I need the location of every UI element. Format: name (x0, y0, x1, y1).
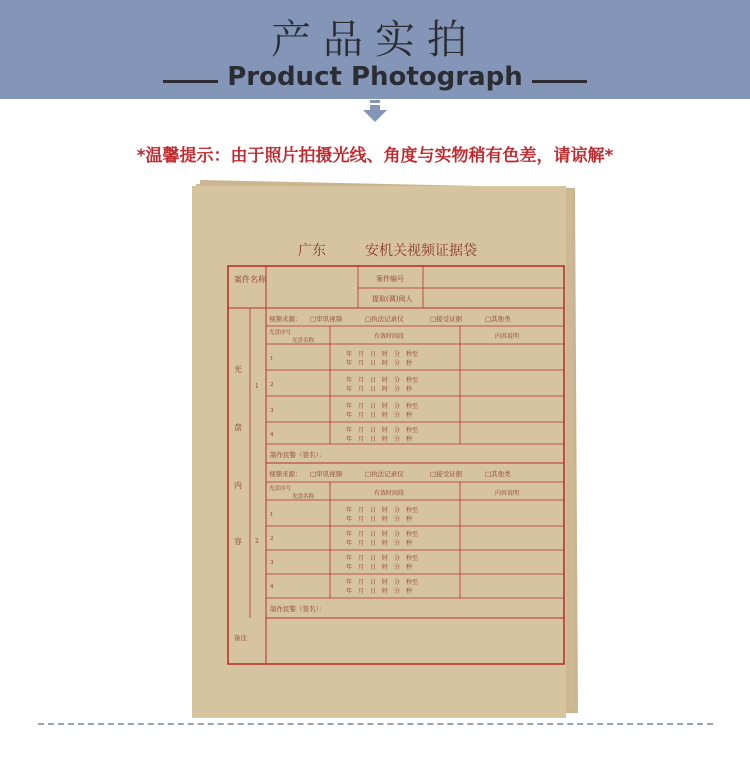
sub-row-3: 3 (270, 408, 274, 414)
source-option-3: □接受证据 (430, 315, 463, 323)
time-line-8b: 年 月 日 时 分 秒 (346, 588, 413, 595)
time-line-7a: 年 月 日 时 分 秒至 (346, 555, 419, 562)
row-index-1: 1 (255, 383, 259, 390)
time-line-3a: 年 月 日 时 分 秒至 (346, 403, 419, 410)
time-line-4b: 年 月 日 时 分 秒 (346, 436, 413, 443)
source-option-6: □执法记录仪 (365, 470, 404, 478)
decorative-rule-right (532, 80, 587, 83)
time-line-5b: 年 月 日 时 分 秒 (346, 516, 413, 523)
time-line-7b: 年 月 日 时 分 秒 (346, 564, 413, 571)
collector-label: 提取(调)阅人 (372, 295, 413, 303)
time-line-5a: 年 月 日 时 分 秒至 (346, 507, 419, 514)
time-line-2a: 年 月 日 时 分 秒至 (346, 377, 419, 384)
sub-row-5: 1 (270, 512, 274, 518)
time-line-1b: 年 月 日 时 分 秒 (346, 360, 413, 367)
envelope-title: 安机关视频证据袋 (365, 243, 477, 259)
sub-row-1: 1 (270, 356, 274, 362)
dashed-divider (38, 723, 713, 725)
col-disc-no-2: 光盘序号 (269, 486, 292, 492)
time-line-6b: 年 月 日 时 分 秒 (346, 540, 413, 547)
header-banner (0, 0, 750, 99)
sub-row-4: 4 (270, 432, 274, 438)
case-number-label: 案件编号 (376, 275, 404, 283)
time-line-2b: 年 月 日 时 分 秒 (346, 386, 413, 393)
source-option-1: □审讯视频 (310, 315, 343, 323)
sub-row-2: 2 (270, 382, 274, 388)
col-disc-name: 光盘名称 (292, 338, 315, 344)
disc-char-2: 盘 (234, 423, 242, 432)
col-disc-name-2: 光盘名称 (292, 494, 315, 500)
sub-row-8: 4 (270, 584, 274, 590)
source-label-1: 视频来源： (269, 315, 302, 323)
down-arrow-icon (362, 100, 388, 122)
product-photo (190, 178, 580, 720)
source-option-7: □接受证据 (430, 470, 463, 478)
time-line-1a: 年 月 日 时 分 秒至 (346, 351, 419, 358)
color-disclaimer: *温馨提示：由于照片拍摄光线、角度与实物稍有色差，请谅解* (136, 146, 614, 166)
sub-row-7: 3 (270, 560, 274, 566)
col-time-2: 有效时间段 (374, 490, 405, 497)
time-line-6a: 年 月 日 时 分 秒至 (346, 531, 419, 538)
sub-row-6: 2 (270, 536, 274, 542)
banner-subtitle: Product Photograph (227, 62, 523, 92)
maker-signature-2: 制作民警（签名）： (270, 605, 326, 613)
source-option-5: □审讯视频 (310, 470, 343, 478)
case-name-label: 案件名称 (234, 275, 266, 284)
source-option-4: □其他类 (485, 315, 511, 323)
time-line-4a: 年 月 日 时 分 秒至 (346, 427, 419, 434)
remarks-label: 备注 (234, 634, 247, 642)
time-line-3b: 年 月 日 时 分 秒 (346, 412, 413, 419)
source-option-8: □其他类 (485, 470, 511, 478)
envelope-title-region: 广东 (298, 243, 326, 259)
col-time: 有效时间段 (374, 333, 405, 340)
disc-char-1: 光 (234, 365, 242, 374)
row-index-2: 2 (255, 538, 259, 545)
time-line-8a: 年 月 日 时 分 秒至 (346, 579, 419, 586)
col-desc: 内容说明 (495, 333, 520, 340)
maker-signature-1: 制作民警（签名）： (270, 451, 326, 459)
col-disc-no: 光盘序号 (269, 330, 292, 336)
source-label-2: 视频来源： (269, 470, 302, 478)
banner-title: 产品实拍 (271, 17, 479, 63)
disc-char-3: 内 (234, 481, 242, 490)
col-desc-2: 内容说明 (495, 490, 520, 497)
disc-char-4: 容 (234, 537, 242, 546)
source-option-2: □执法记录仪 (365, 315, 404, 323)
